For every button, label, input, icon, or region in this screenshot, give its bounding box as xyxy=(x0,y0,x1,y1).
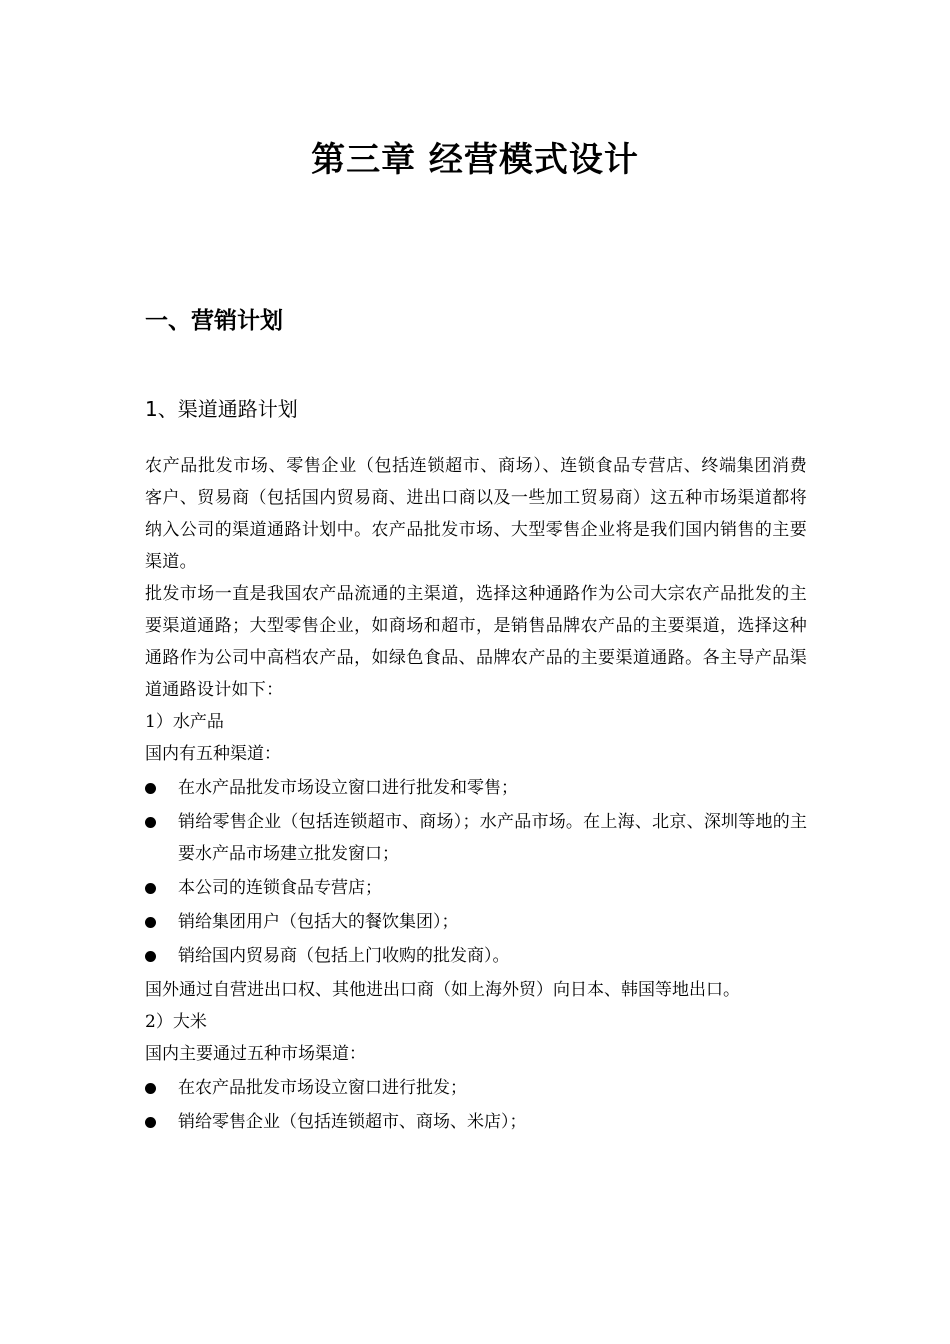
list-item xyxy=(145,872,807,904)
aquatic-export: 国外通过自营进出口权、其他进出口商（如上海外贸）向日本、韩国等地出口。 xyxy=(145,980,740,1000)
rice-heading: 2）大米 xyxy=(145,1012,207,1032)
rice-intro: 国内主要通过五种市场渠道： xyxy=(145,1044,366,1064)
bullet-icon xyxy=(145,917,156,928)
list-item-text: 在农产品批发市场设立窗口进行批发； xyxy=(178,1078,467,1098)
paragraph-channels-design: 批发市场一直是我国农产品流通的主渠道，选择这种通路作为公司大宗农产品批发的主要渠道通路；大型零售企业，如商场和超市，是销售品牌农产品的主要渠道，选择这种通路作为公司中高档农产品，如绿色食品、品牌农产品的主要渠道通路。各主导产品渠道通路设计如下： xyxy=(145,584,807,700)
list-item xyxy=(145,772,807,804)
bullet-icon xyxy=(145,883,156,894)
list-item xyxy=(145,806,807,870)
paragraph-channels-overview: 农产品批发市场、零售企业（包括连锁超市、商场）、连锁食品专营店、终端集团消费客户、贸易商（包括国内贸易商、进出口商以及一些加工贸易商）这五种市场渠道都将纳入公司的渠道通路计划中。农产品批发市场、大型零售企业将是我们国内销售的主要渠道。 xyxy=(145,456,807,572)
subsection-title: 1、渠道通路计划 xyxy=(145,397,298,421)
list-item xyxy=(145,940,807,972)
aquatic-intro: 国内有五种渠道： xyxy=(145,744,281,764)
list-item-text: 销给国内贸易商（包括上门收购的批发商）。 xyxy=(178,946,510,966)
body-text xyxy=(145,450,807,1140)
list-item xyxy=(145,1072,807,1104)
list-item-text: 销给零售企业（包括连锁超市、商场）；水产品市场。在上海、北京、深圳等地的主要水产品市场建立批发窗口； xyxy=(178,812,807,864)
bullet-icon xyxy=(145,783,156,794)
list-item-text: 销给集团用户（包括大的餐饮集团）； xyxy=(178,912,459,932)
aquatic-heading: 1）水产品 xyxy=(145,712,224,732)
bullet-icon xyxy=(145,817,156,828)
chapter-title: 第三章 经营模式设计 xyxy=(311,140,639,180)
bullet-icon xyxy=(145,1117,156,1128)
list-item xyxy=(145,1106,807,1138)
bullet-icon xyxy=(145,1083,156,1094)
list-item-text: 销给零售企业（包括连锁超市、商场、米店）； xyxy=(178,1112,527,1132)
list-item xyxy=(145,906,807,938)
list-item-text: 在水产品批发市场设立窗口进行批发和零售； xyxy=(178,778,518,798)
bullet-icon xyxy=(145,951,156,962)
section-title: 一、营销计划 xyxy=(145,308,283,334)
list-item-text: 本公司的连锁食品专营店； xyxy=(178,878,382,898)
